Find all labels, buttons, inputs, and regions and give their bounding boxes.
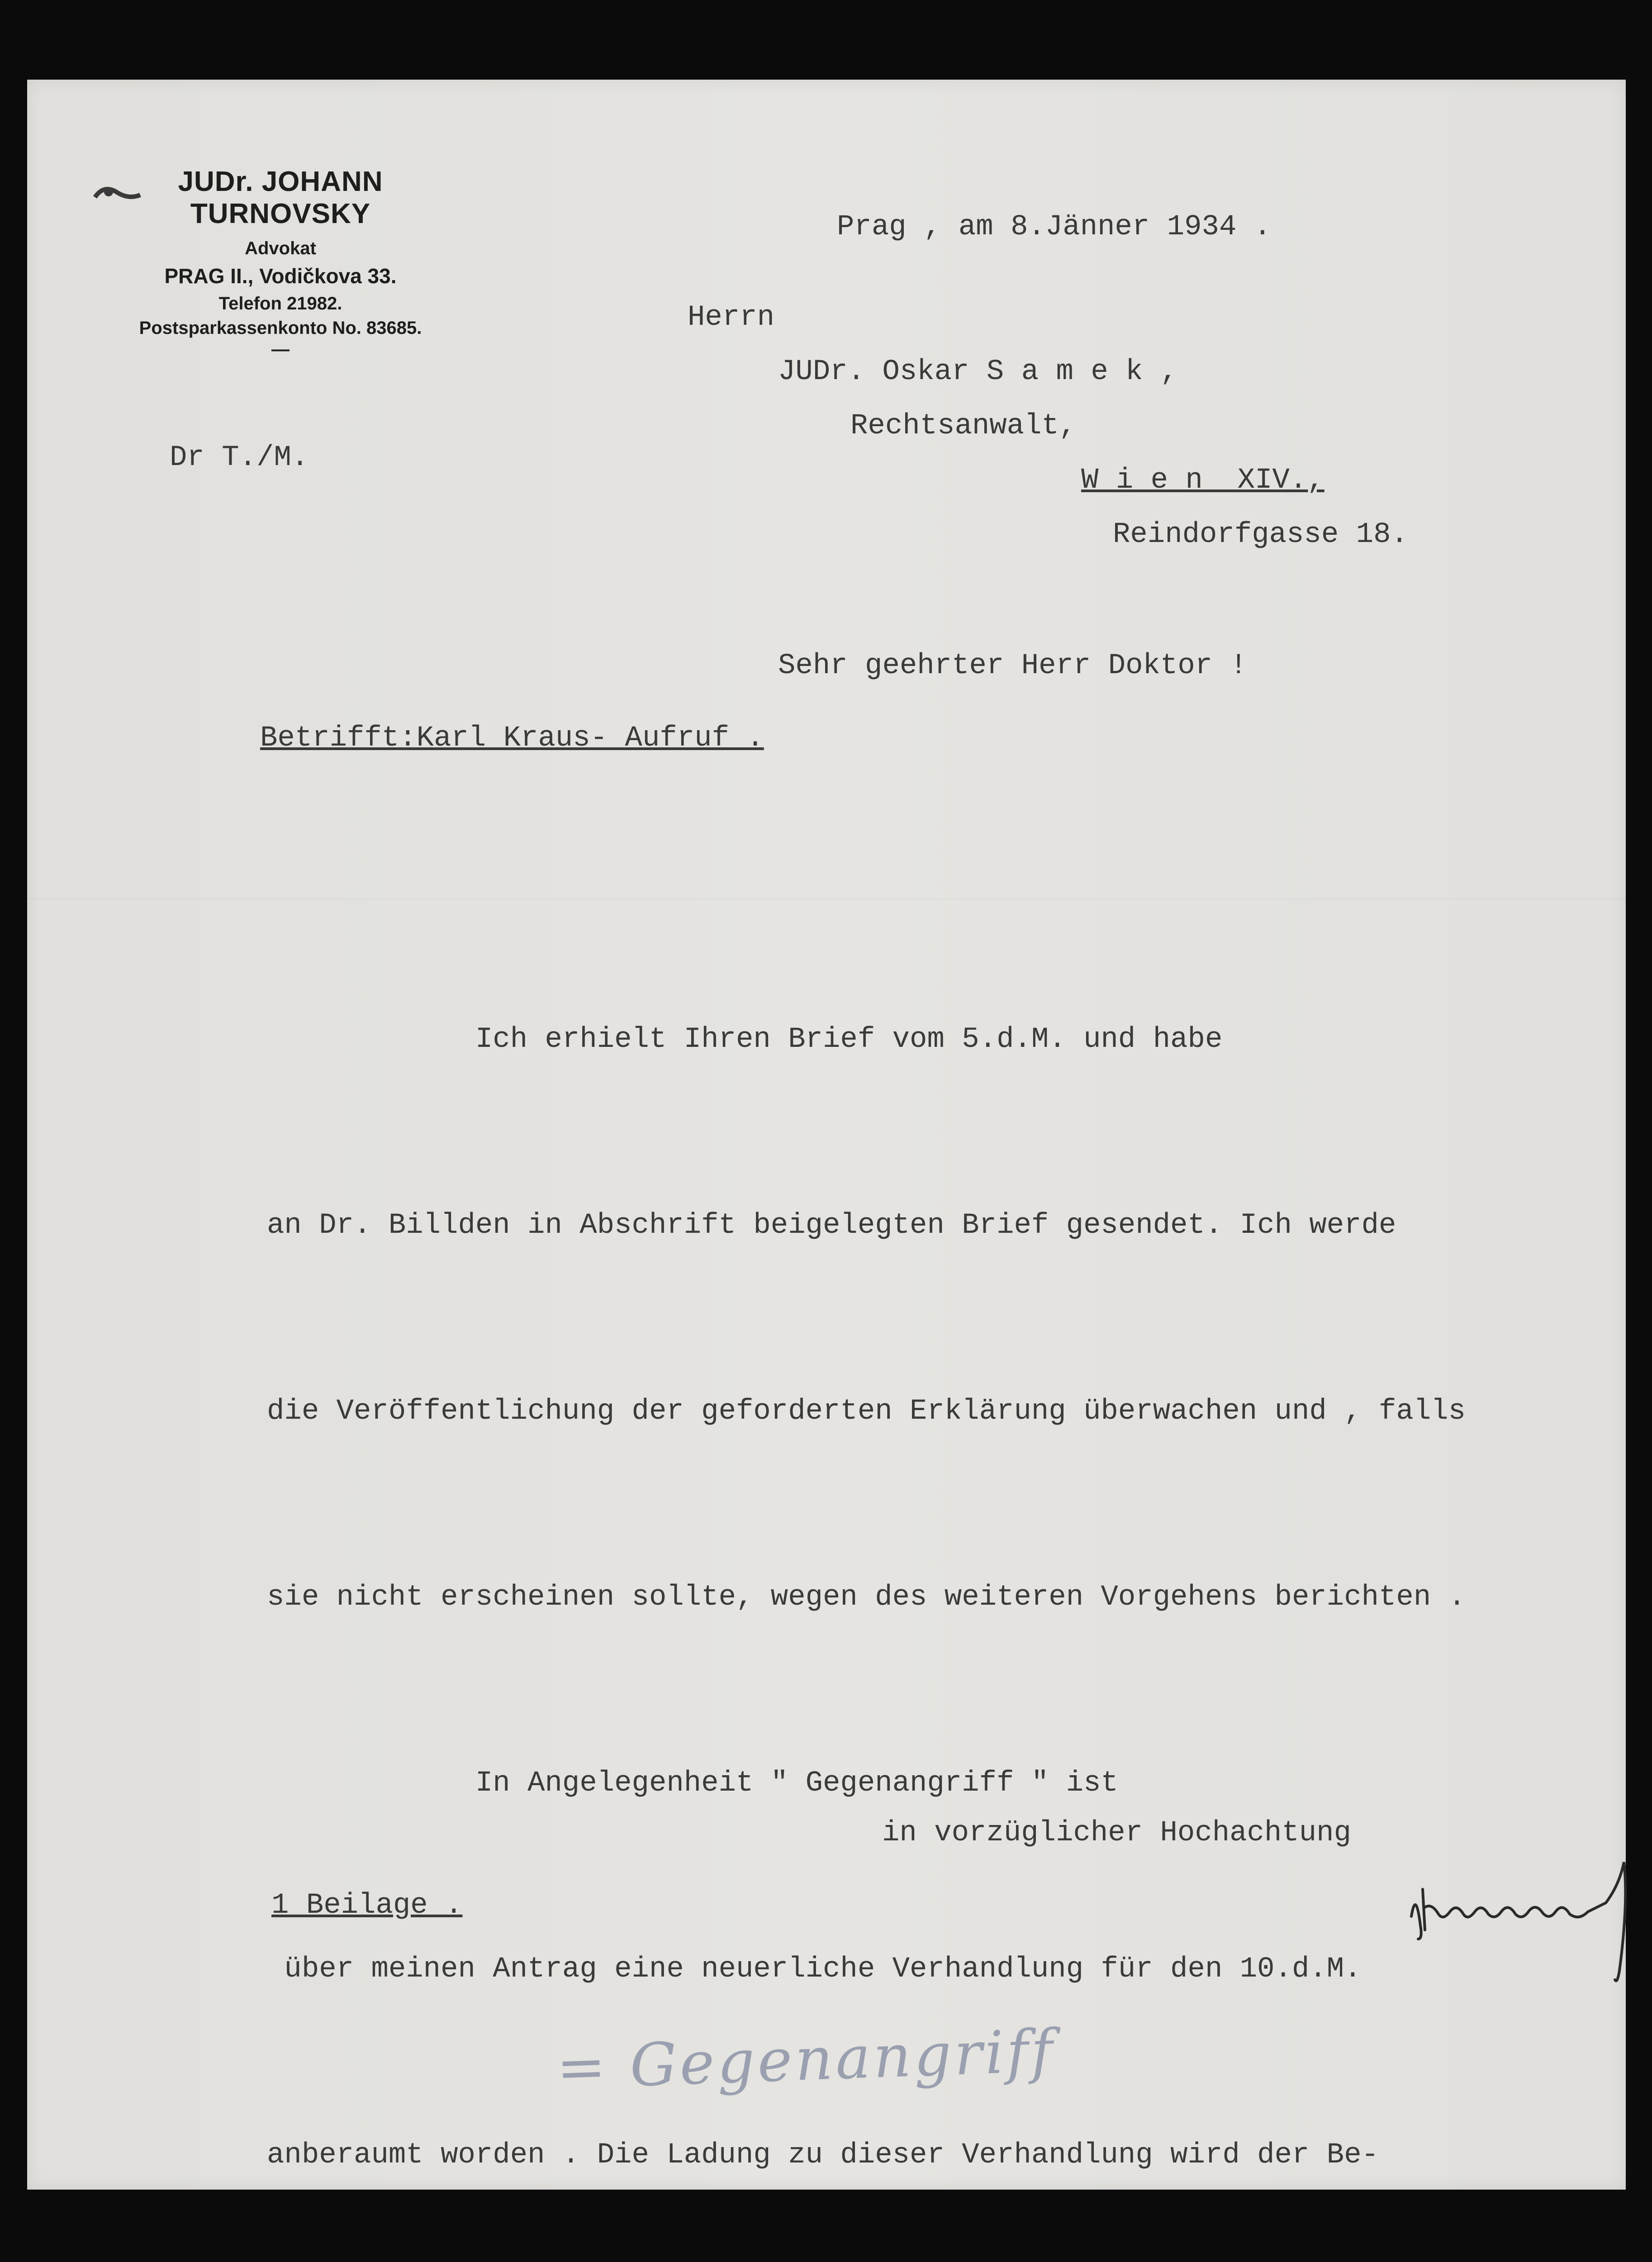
body-line: über meinen Antrag eine neuerliche Verhandlung für den 10.d.M. — [267, 1953, 1362, 1986]
recipient-city: W i e n XIV., — [1081, 464, 1324, 497]
body-line: Ich erhielt Ihren Brief vom 5.d.M. und habe — [267, 1023, 1223, 1056]
greeting: Sehr geehrter Herr Doktor ! — [778, 650, 1247, 682]
recipient-role: Rechtsanwalt, — [850, 410, 1077, 442]
sender-address: PRAG II., Vodičkova 33. — [164, 264, 397, 288]
recipient-name: JUDr. Oskar S a m e k , — [778, 356, 1178, 388]
closing-line: in vorzüglicher Hochachtung — [882, 1817, 1351, 1849]
sender-phone: Telefon 21982. — [218, 294, 342, 314]
sender-title: Advokat — [245, 238, 316, 258]
letter-page — [27, 80, 1626, 2190]
sender-account: Postsparkassenkonto No. 83685. — [139, 318, 422, 338]
body-line: an Dr. Billden in Abschrift beigelegten Brief gesendet. Ich werde — [267, 1209, 1396, 1242]
pencil-note: = Gegenangriff — [555, 2016, 1057, 2103]
body-line: In Angelegenheit " Gegenangriff " ist — [267, 1767, 1118, 1800]
body-line: sie nicht erscheinen sollte, wegen des weiteren Vorgehens berichten . — [267, 1581, 1466, 1614]
sender-name: JUDr. JOHANN TURNOVSKY — [178, 166, 383, 229]
recipient-street: Reindorfgasse 18. — [1113, 518, 1408, 551]
handwritten-signature — [1407, 1835, 1651, 1989]
letterhead-dash: — — [271, 339, 290, 359]
subject-line: Betrifft:Karl Kraus- Aufruf . — [260, 722, 764, 755]
date-line: Prag , am 8.Jänner 1934 . — [837, 211, 1272, 243]
enclosure-line: 1 Beilage . — [271, 1889, 463, 1922]
recipient-salutation: Herrn — [688, 301, 775, 334]
letterhead — [118, 166, 443, 358]
body-line: die Veröffentlichung der geforderten Erklärung überwachen und , falls — [267, 1395, 1466, 1428]
reference-initials: Dr T./M. — [170, 442, 309, 474]
body-line: anberaumt worden . Die Ladung zu dieser Verhandlung wird der Be- — [267, 2139, 1379, 2172]
